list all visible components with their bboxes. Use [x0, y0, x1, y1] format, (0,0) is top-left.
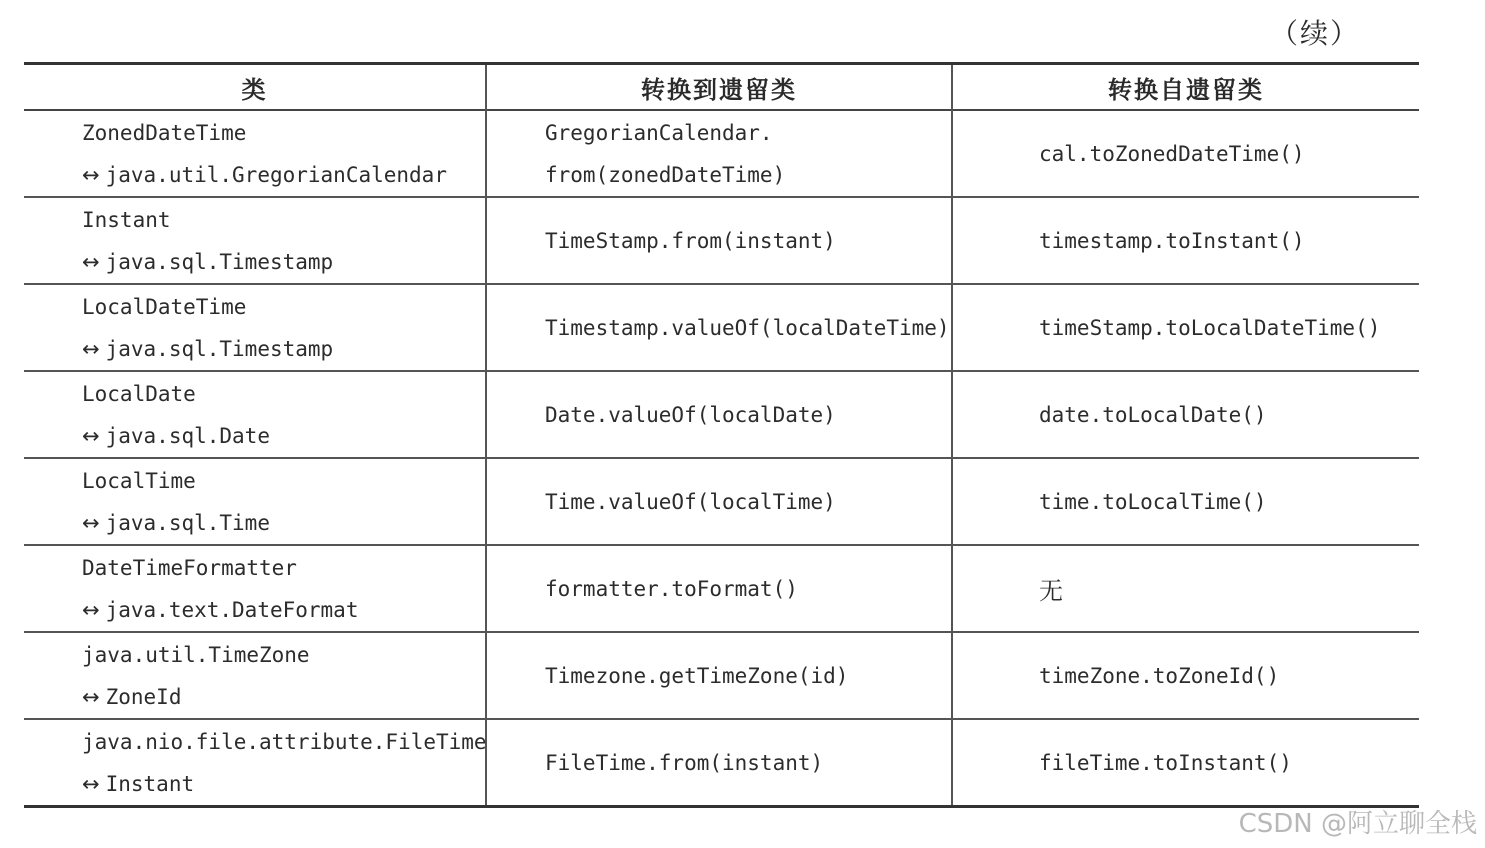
legacy-conversion-table-container	[24, 62, 1419, 808]
class-name: ZonedDateTime	[82, 120, 247, 145]
legacy-class	[82, 763, 485, 805]
legacy-class-name: java.text.DateFormat	[105, 597, 359, 622]
legacy-class	[82, 154, 485, 196]
class-name: java.util.TimeZone	[82, 642, 310, 667]
to-legacy-cell: Timezone.getTimeZone(id)	[486, 632, 952, 719]
from-legacy-cell: time.toLocalTime()	[952, 458, 1419, 545]
from-legacy-cell: timeZone.toZoneId()	[952, 632, 1419, 719]
from-legacy-cell: timeStamp.toLocalDateTime()	[952, 284, 1419, 371]
table-row	[24, 632, 1419, 719]
watermark: CSDN @阿立聊全栈	[1238, 809, 1477, 839]
legacy-class-name: java.sql.Date	[105, 423, 270, 448]
legacy-class-name: ZoneId	[105, 684, 182, 709]
legacy-class	[82, 415, 485, 457]
legacy-class	[82, 502, 485, 544]
to-legacy-cell: FileTime.from(instant)	[486, 719, 952, 807]
bidirectional-arrow-icon: ↔	[82, 249, 100, 274]
class-cell	[24, 371, 486, 458]
class-name: DateTimeFormatter	[82, 555, 297, 580]
from-legacy-cell: date.toLocalDate()	[952, 371, 1419, 458]
to-legacy-cell: Timestamp.valueOf(localDateTime)	[486, 284, 952, 371]
class-cell	[24, 719, 486, 807]
legacy-class-name: java.util.GregorianCalendar	[105, 162, 447, 187]
bidirectional-arrow-icon: ↔	[82, 684, 100, 709]
bidirectional-arrow-icon: ↔	[82, 162, 100, 187]
table-row	[24, 719, 1419, 807]
bidirectional-arrow-icon: ↔	[82, 771, 100, 796]
legacy-class-name: java.sql.Timestamp	[105, 336, 334, 361]
class-cell	[24, 632, 486, 719]
table-row	[24, 197, 1419, 284]
legacy-class-name: java.sql.Time	[105, 510, 270, 535]
to-legacy-cell: TimeStamp.from(instant)	[486, 197, 952, 284]
from-legacy-cell: cal.toZonedDateTime()	[952, 110, 1419, 197]
to-legacy-cell: Time.valueOf(localTime)	[486, 458, 952, 545]
legacy-class-name: java.sql.Timestamp	[105, 249, 334, 274]
table-row	[24, 458, 1419, 545]
continued-label: （续）	[1270, 17, 1361, 50]
class-name: LocalTime	[82, 468, 196, 493]
class-name: java.nio.file.attribute.FileTime	[82, 729, 487, 754]
class-cell	[24, 458, 486, 545]
to-legacy-cell: Date.valueOf(localDate)	[486, 371, 952, 458]
bidirectional-arrow-icon: ↔	[82, 423, 100, 448]
header-to-legacy: 转换到遗留类	[486, 64, 952, 111]
legacy-conversion-table	[24, 62, 1419, 808]
bidirectional-arrow-icon: ↔	[82, 336, 100, 361]
class-name: LocalDate	[82, 381, 196, 406]
legacy-class	[82, 676, 485, 718]
table-row	[24, 545, 1419, 632]
legacy-class-name: Instant	[105, 771, 195, 796]
legacy-class	[82, 241, 485, 283]
legacy-class	[82, 589, 485, 631]
class-cell	[24, 197, 486, 284]
to-legacy-cell: formatter.toFormat()	[486, 545, 952, 632]
from-legacy-cell: 无	[952, 545, 1419, 632]
table-row	[24, 284, 1419, 371]
to-legacy-line1: GregorianCalendar.	[545, 120, 773, 145]
class-cell	[24, 284, 486, 371]
table-row	[24, 110, 1419, 197]
class-name: LocalDateTime	[82, 294, 247, 319]
class-name: Instant	[82, 207, 171, 232]
legacy-class	[82, 328, 485, 370]
to-legacy-line2: from(zonedDateTime)	[545, 162, 786, 187]
table-row	[24, 371, 1419, 458]
bidirectional-arrow-icon: ↔	[82, 510, 100, 535]
from-legacy-cell: fileTime.toInstant()	[952, 719, 1419, 807]
class-cell	[24, 110, 486, 197]
bidirectional-arrow-icon: ↔	[82, 597, 100, 622]
class-cell	[24, 545, 486, 632]
header-from-legacy: 转换自遗留类	[952, 64, 1419, 111]
from-legacy-cell: timestamp.toInstant()	[952, 197, 1419, 284]
header-class: 类	[241, 75, 268, 104]
table-header-row	[24, 64, 1419, 111]
to-legacy-cell	[486, 110, 952, 197]
